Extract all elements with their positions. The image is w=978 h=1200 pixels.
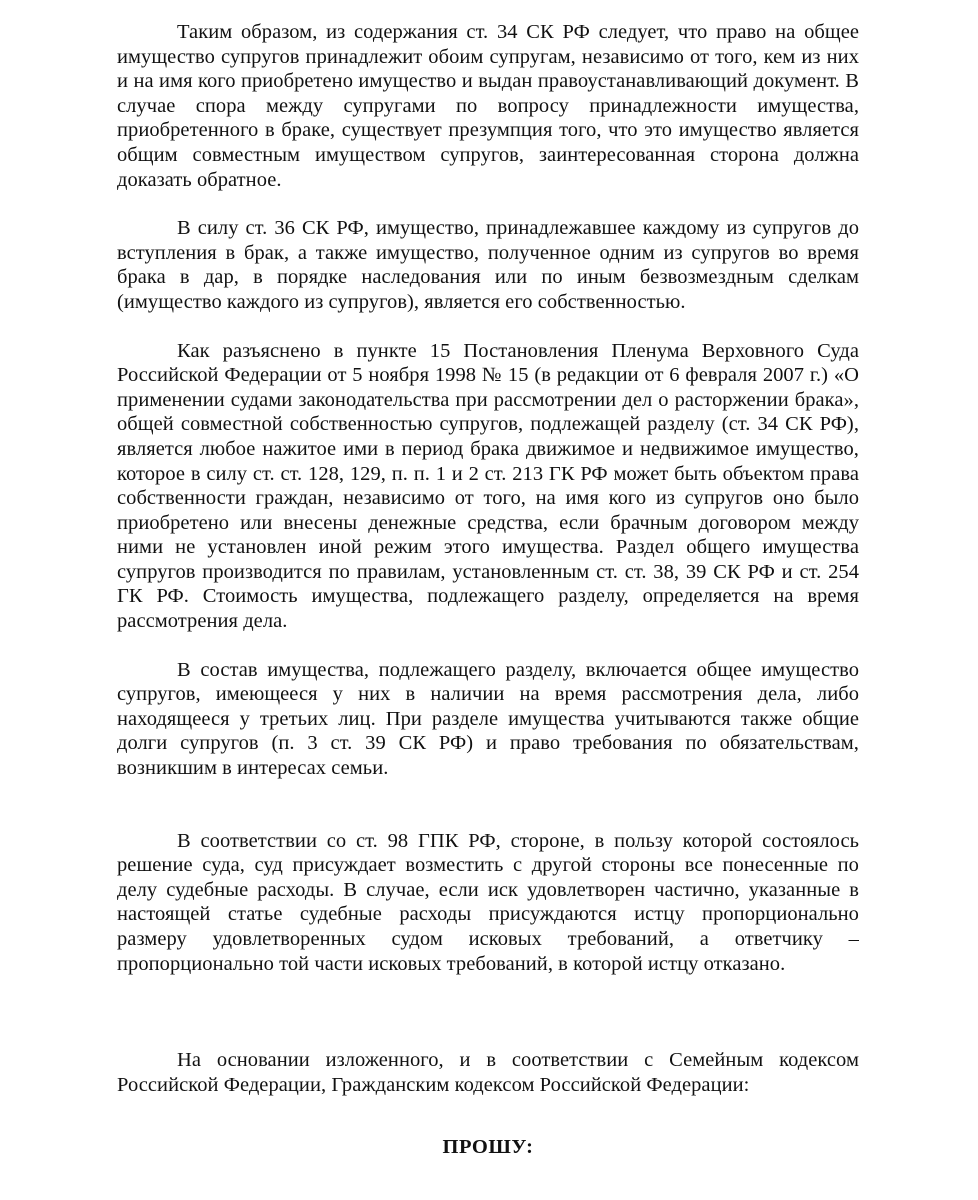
- paragraph-separate-property: В силу ст. 36 СК РФ, имущество, принадлежавшее каждому из супругов до вступления в брак, а также имущество, полученное одним из супругов во время брака в дар, в порядке наследования или по иным безвозмездным сделкам (имущество каждого из супругов), является его собственностью.: [117, 217, 859, 313]
- paragraph-spacer: [117, 781, 859, 829]
- paragraph-spacer: [117, 1097, 859, 1135]
- paragraph-presumption-common-property: Таким образом, из содержания ст. 34 СК РФ следует, что право на общее имущество супругов принадлежит обоим супругам, независимо от того, кем из них и на имя кого приобретено имущество и выдан правоустанавливающий документ. В случае спора между супругами по вопросу принадлежности имущества, приобретенного в браке, существует презумпция того, что это имущество является общим совместным имуществом супругов, заинтересованная сторона должна доказать обратное.: [117, 21, 859, 191]
- paragraph-spacer: [117, 976, 859, 1048]
- paragraph-plenum-clarification: Как разъяснено в пункте 15 Постановления Пленума Верховного Суда Российской Федерации от 5 ноября 1998 № 15 (в редакции от 6 февраля 2007 г.) «О применении судами законодательства при рассмотрении дел о расторжении брака», общей совместной собственностью супругов, подлежащей разделу (ст. 34 СК РФ), является любое нажитое ими в период брака движимое и недвижимое имущество, которое в силу ст. ст. 128, 129, п. п. 1 и 2 ст. 213 ГК РФ может быть объектом права собственности граждан, независимо от того, на имя кого из супругов оно было приобретено или внесены денежные средства, если брачным договором между ними не установлен иной режим этого имущества. Раздел общего имущества супругов производится по правилам, установленным ст. ст. 38, 39 СК РФ и ст. 254 ГК РФ. Стоимость имущества, подлежащего разделу, определяется на время рассмотрения дела.: [117, 339, 859, 633]
- document-page: [117, 20, 859, 1160]
- request-heading: ПРОШУ:: [442, 1136, 534, 1159]
- paragraph-court-costs: В соответствии со ст. 98 ГПК РФ, стороне, в пользу которой состоялось решение суда, суд присуждает возместить с другой стороны все понесенные по делу судебные расходы. В случае, если иск удовлетворен частично, указанные в настоящей статье судебные расходы присуждаются истцу пропорционально размеру удовлетворенных судом исковых требований, а ответчику – пропорционально той части исковых требований, в которой истцу отказано.: [117, 829, 859, 975]
- paragraph-spacer: [117, 192, 859, 216]
- paragraph-property-composition: В состав имущества, подлежащего разделу, включается общее имущество супругов, имеющееся у них в наличии на время рассмотрения дела, либо находящееся у третьих лиц. При разделе имущества учитываются также общие долги супругов (п. 3 ст. 39 СК РФ) и право требования по обязательствам, возникшим в интересах семьи.: [117, 658, 859, 780]
- paragraph-spacer: [117, 315, 859, 339]
- paragraph-grounds: На основании изложенного, и в соответствии с Семейным кодексом Российской Федерации, Гражданским кодексом Российской Федерации:: [117, 1049, 859, 1096]
- paragraph-spacer: [117, 634, 859, 658]
